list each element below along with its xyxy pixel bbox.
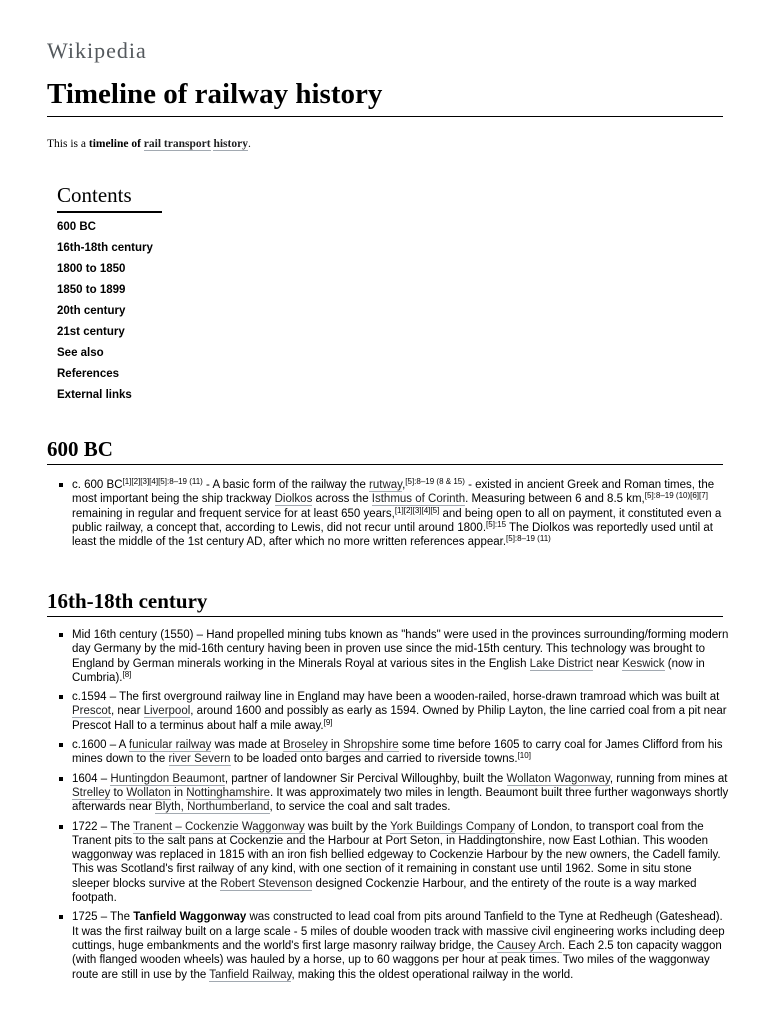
item-text: in <box>327 739 344 752</box>
item-text: - A basic form of the railway the <box>202 479 370 491</box>
table-of-contents <box>57 220 153 409</box>
intro-text: This is a <box>47 137 89 150</box>
article-link[interactable]: Tranent – Cockenzie Waggonway <box>132 820 305 833</box>
item-text: remaining in regular and frequent service for at least 650 years, <box>72 507 395 520</box>
item-text: , making this the oldest operational railway in the world. <box>291 968 574 981</box>
list-item <box>57 910 729 981</box>
article-link[interactable]: Strelley <box>72 786 111 799</box>
toc-item-1850-1899[interactable]: 1850 to 1899 <box>57 284 126 296</box>
item-text: 1722 – The <box>72 820 133 833</box>
item-text: . It was approximately two miles in length. Beaumont built three further wagonways shortly afterwards near <box>72 786 729 814</box>
citation-ref[interactable]: [5]:8–19 (8 & 15) <box>405 477 465 486</box>
item-text: - existed in ancient Greek and Roman times, the most important being the ship trackway <box>72 479 715 506</box>
item-text: was constructed to lead coal from pits around Tanfield to the Tyne at Redheugh (Gateshead). It was the first railway built on a large scale - 5 miles of double wooden track with massive civil engineering works including deep cuttings, huge embankments and the world's first large masonry railway bridge, the <box>72 911 725 952</box>
link-history[interactable]: history <box>213 137 248 150</box>
citation-ref[interactable]: [5]:8–19 (11) <box>506 534 551 544</box>
toc-item-21st-century[interactable]: 21st century <box>57 326 125 338</box>
citation-ref[interactable]: [5]:15 <box>486 519 507 529</box>
section-heading-600bc: 600 BC <box>47 437 113 461</box>
toc-title: Contents <box>57 183 132 207</box>
toc-divider <box>57 211 162 213</box>
toc-item-16th-18th-century[interactable]: 16th-18th century <box>57 242 153 254</box>
article-link[interactable]: Wollaton Wagonway <box>506 772 610 785</box>
list-item <box>57 772 729 815</box>
toc-item-external-links[interactable]: External links <box>57 389 132 401</box>
article-link[interactable]: Shropshire <box>343 739 399 752</box>
toc-item-references[interactable]: References <box>57 368 120 380</box>
item-text: 1604 – <box>72 772 111 785</box>
section-heading-16th-18th-century: 16th-18th century <box>47 589 208 613</box>
article-link[interactable]: Nottinghamshire <box>186 786 270 799</box>
list-item <box>57 478 729 549</box>
link-rail-transport[interactable]: rail transport <box>143 137 211 150</box>
citation-ref[interactable]: [1][2][3][4][5] <box>394 505 440 515</box>
intro-paragraph: This is a timeline of rail transport history. <box>47 137 251 150</box>
item-text: in <box>170 786 187 799</box>
article-link[interactable]: funicular railway <box>128 739 212 752</box>
citation-ref[interactable]: [1][2][3][4][5]:8–19 (11) <box>122 477 203 486</box>
item-text: , to service the coal and salt trades. <box>269 801 451 814</box>
item-text: Mid 16th century (1550) – Hand propelled mining tubs known as "hands" were used in the provinces surrounding/forming modern day Germany by the mid-16th century having been in proven use since the mid-15th century. This technology was brought to England by German minerals working in the Minerals Royal at various sites in the English <box>72 629 729 670</box>
item-text: . Measuring between 6 and 8.5 km, <box>465 493 645 506</box>
article-link[interactable]: Blyth, Northumberland <box>155 801 270 814</box>
citation-ref[interactable]: [8] <box>122 669 132 679</box>
item-text: near <box>592 657 623 670</box>
item-text: The Diolkos was reportedly used until at least the middle of the 1st century AD, after which no more written references appear. <box>72 521 713 549</box>
item-text: c.1594 – The first overground railway line in England may have been a wooden-railed, horse-drawn tramroad which was built at <box>72 691 720 704</box>
article-link[interactable]: York Buildings Company <box>390 820 516 833</box>
item-text: (now in Cumbria). <box>72 657 705 684</box>
item-text: across the <box>312 493 372 506</box>
article-link[interactable]: Prescot <box>72 705 111 718</box>
citation-ref[interactable]: [9] <box>323 717 333 727</box>
item-text: was made at <box>211 739 283 752</box>
article-link[interactable]: Broseley <box>282 739 328 752</box>
item-text: was built by the <box>304 820 391 833</box>
article-link[interactable]: Causey Arch <box>496 939 562 952</box>
item-text: , running from mines at <box>609 772 728 785</box>
article-link[interactable]: Wollaton <box>126 786 171 799</box>
intro-bold: timeline of <box>88 137 144 150</box>
item-text: c.1600 – A <box>72 739 129 752</box>
list-item <box>57 690 729 733</box>
item-text: of London, to transport coal from the Tranent pits to the salt pans at Cockenzie and the Harbour at Port Seton, in Haddingtonshire, now East Lothian. This wooden waggonway was replaced in 1815 with an iron fish bellied edgeway to Cockenzie Harbour by the new owners, the Cadell family. This was Scotland's first railway of any kind, with one section of it remaining in constant use until 1962. Some in situ stone sleeper blocks survive at the <box>72 820 721 890</box>
section-list-600bc <box>57 478 729 554</box>
article-link[interactable]: Liverpool <box>143 705 191 718</box>
toc-item-see-also[interactable]: See also <box>57 347 104 359</box>
item-text: c. 600 BC <box>72 479 123 491</box>
item-text: and being open to all on payment, it constituted even a public railway, a concept that, according to Lewis, did not recur until around 1800. <box>72 507 722 534</box>
list-item <box>57 738 729 767</box>
item-text: , <box>402 479 406 491</box>
item-text: 1725 – The <box>72 911 134 924</box>
list-item <box>57 628 729 685</box>
wikipedia-logo[interactable]: Wikipedia <box>47 38 147 63</box>
title-divider <box>47 116 723 117</box>
section-divider <box>47 464 723 465</box>
article-link[interactable]: Keswick <box>622 657 665 670</box>
item-text: designed Cockenzie Harbour, and the entirety of the route is a way marked footpath. <box>72 877 697 905</box>
article-link[interactable]: Isthmus of Corinth <box>371 493 466 506</box>
item-text: . Each 2.5 ton capacity waggon (with flanged wooden wheels) was hauled by a horse, up to 60 waggons per hour at peak times. Two miles of the waggonway route are still in use by the <box>72 939 722 981</box>
page-title: Timeline of railway history <box>47 78 383 110</box>
bold-term: Tanfield Waggonway <box>133 911 247 924</box>
article-link[interactable]: Huntingdon Beaumont <box>110 772 225 785</box>
item-text: to be loaded onto barges and carried to riverside towns. <box>230 753 518 766</box>
section-list-16th-18th-century <box>57 628 729 987</box>
article-link[interactable]: Robert Stevenson <box>220 877 313 890</box>
article-link[interactable]: river Severn <box>168 753 231 766</box>
list-item <box>57 820 729 906</box>
article-link[interactable]: rutway <box>369 479 403 491</box>
toc-item-20th-century[interactable]: 20th century <box>57 305 126 317</box>
article-link[interactable]: Diolkos <box>274 493 313 506</box>
item-text: , near <box>111 705 144 718</box>
citation-ref[interactable]: [5]:8–19 (10)[6][7] <box>644 491 708 501</box>
item-text: , around 1600 and possibly as early as 1594. Owned by Philip Layton, the line carried coal from a pit near Prescot Hall to a terminus about half a mile away. <box>72 705 727 732</box>
toc-item-1800-1850[interactable]: 1800 to 1850 <box>57 263 126 275</box>
section-divider <box>47 616 723 617</box>
article-link[interactable]: Lake District <box>529 657 593 670</box>
item-text: some time before 1605 to carry coal for James Clifford from his mines down to the <box>72 739 723 766</box>
citation-ref[interactable]: [10] <box>517 751 531 761</box>
toc-item-600bc[interactable]: 600 BC <box>57 221 96 233</box>
article-link[interactable]: Tanfield Railway <box>209 968 292 981</box>
item-text: , partner of landowner Sir Percival Willoughby, built the <box>224 772 507 785</box>
item-text: to <box>110 786 127 799</box>
